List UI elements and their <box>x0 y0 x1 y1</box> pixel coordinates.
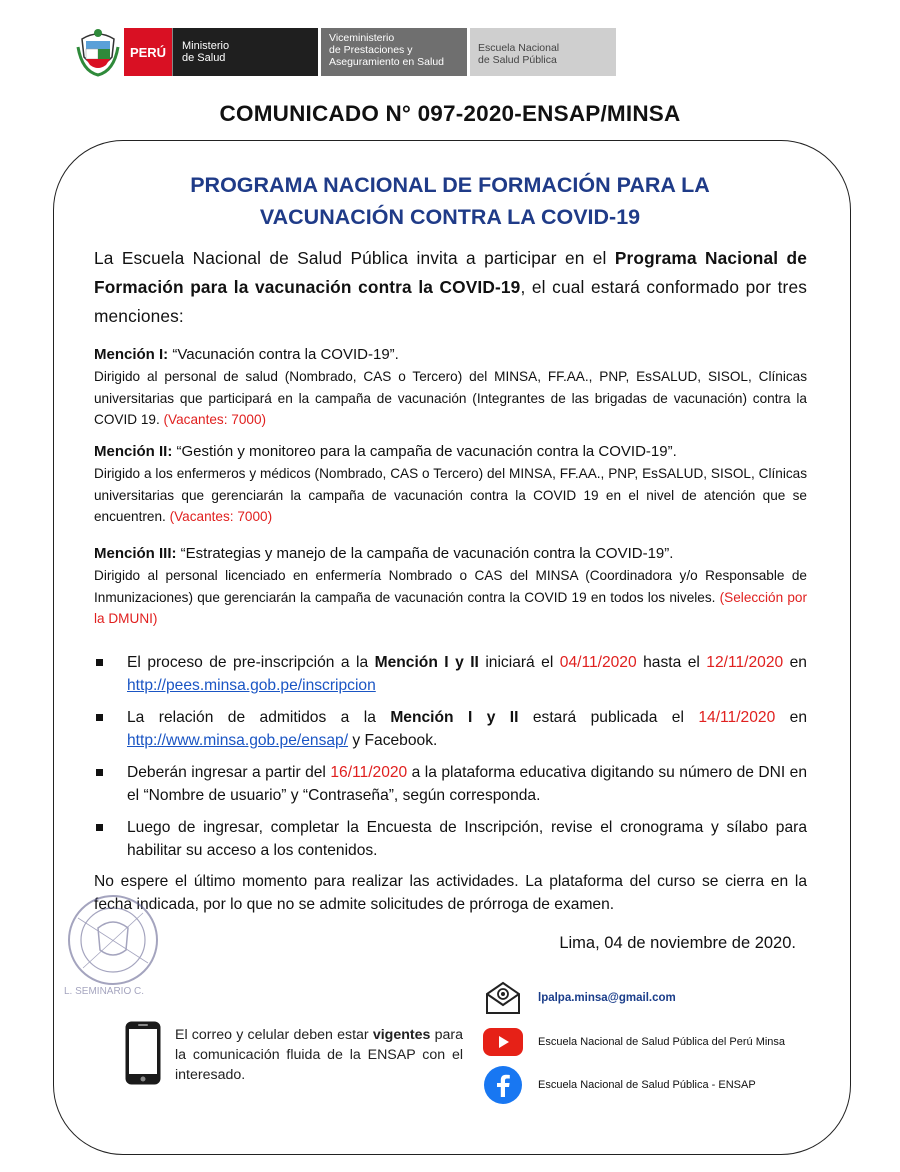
email-icon <box>482 979 524 1017</box>
mencion-3-desc: Dirigido al personal licenciado en enfermería Nombrado o CAS del MINSA (Coordinadora y/o Responsable de Inmunizaciones) que gerenciarán la campaña de vacunación contra la COVID 19 en todos los niveles. <box>94 568 807 605</box>
mencion-3-seleccion: (Selección por la DMUNI) <box>94 589 807 626</box>
mencion-3 <box>94 543 807 630</box>
bullet-item-2 <box>94 706 807 752</box>
inscripcion-link[interactable]: http://pees.minsa.gob.pe/inscripcion <box>127 677 376 694</box>
b1-mencion: Mención I y II <box>374 654 479 671</box>
b3-date: 16/11/2020 <box>330 764 408 781</box>
email-address[interactable]: lpalpa.minsa@gmail.com <box>538 992 676 1004</box>
b2-text-c: estará publicada el <box>518 709 699 726</box>
youtube-icon <box>482 1023 524 1061</box>
program-title-line-2: VACUNACIÓN CONTRA LA COVID-19 <box>259 205 641 229</box>
mencion-3-label: Mención III: <box>94 545 177 562</box>
b3-text-c: a la plataforma educativa digitando su número de DNI en el “Nombre de usuario” y “Contraseña”, según corresponda. <box>127 764 807 804</box>
bullet-item-1 <box>94 651 807 697</box>
vice-line-1: Viceministerio <box>329 32 395 44</box>
bullet-item-3 <box>94 761 807 807</box>
b2-mencion: Mención I y II <box>390 709 519 726</box>
ministerio-line-2: de Salud <box>182 52 226 64</box>
mencion-3-name: “Estrategias y manejo de la campaña de vacunación contra la COVID-19”. <box>176 545 674 562</box>
b2-text-e: en <box>775 709 808 726</box>
b1-text-c: iniciará el <box>478 654 560 671</box>
mencion-1-label: Mención I: <box>94 346 169 363</box>
phone-note-vigentes: vigentes <box>372 1027 431 1043</box>
contact-facebook <box>482 1066 756 1104</box>
peru-label: PERÚ <box>124 28 172 76</box>
bullet-square-icon <box>96 824 103 831</box>
comunicado-title: COMUNICADO N° 097-2020-ENSAP/MINSA <box>219 101 681 126</box>
program-title-line-1: PROGRAMA NACIONAL DE FORMACIÓN PARA LA <box>190 173 710 197</box>
program-title <box>100 169 800 233</box>
facebook-icon <box>482 1066 524 1104</box>
youtube-channel[interactable]: Escuela Nacional de Salud Pública del Perú Minsa <box>538 1036 786 1048</box>
facebook-page[interactable]: Escuela Nacional de Salud Pública - ENSAP <box>538 1079 756 1091</box>
phone-icon <box>124 1020 162 1086</box>
header <box>76 26 616 78</box>
official-stamp-icon <box>58 888 168 998</box>
b1-end-date: 12/11/2020 <box>706 654 784 671</box>
intro-paragraph <box>94 244 807 331</box>
phone-note-c: para la comunicación fluida de la ENSAP con el interesado. <box>175 1027 463 1083</box>
date-line: Lima, 04 de noviembre de 2020. <box>559 934 796 952</box>
mencion-1-desc: Dirigido al personal de salud (Nombrado, CAS o Tercero) del MINSA, FF.AA., PNP, EsSALUD, SISOL, Clínicas universitarias que participará en la campaña de vacunación (Integrantes de las brigadas de vacunación) contra la COVID 19. <box>94 369 807 427</box>
mencion-1-name: “Vacunación contra la COVID-19”. <box>168 346 399 363</box>
mencion-1-description <box>94 366 807 431</box>
b1-text-e: hasta el <box>636 654 707 671</box>
mencion-1-vacantes: (Vacantes: 7000) <box>163 412 267 427</box>
mencion-2-title <box>94 441 807 463</box>
intro-program-name: Programa Nacional de Formación para la vacunación contra la COVID-19 <box>94 248 807 297</box>
b1-start-date: 04/11/2020 <box>559 654 637 671</box>
b3-text-a: Deberán ingresar a partir del <box>127 764 331 781</box>
contact-email <box>482 979 676 1017</box>
mencion-1-title <box>94 344 807 366</box>
mencion-3-title <box>94 543 807 565</box>
vice-line-3: Aseguramiento en Salud <box>329 56 444 68</box>
intro-text-a: La Escuela Nacional de Salud Pública invita a participar en el <box>94 248 615 268</box>
ensap-label <box>470 28 616 76</box>
bullet-square-icon <box>96 714 103 721</box>
b2-text-a: La relación de admitidos a la <box>127 709 391 726</box>
peru-coat-of-arms-icon <box>76 27 120 77</box>
vice-line-2: de Prestaciones y <box>329 44 413 56</box>
mencion-2-description <box>94 463 807 528</box>
mencion-2-label: Mención II: <box>94 443 173 460</box>
bullet-item-4 <box>94 816 807 862</box>
bullet-square-icon <box>96 769 103 776</box>
viceministerio-label <box>321 28 467 76</box>
mencion-2-name: “Gestión y monitoreo para la campaña de vacunación contra la COVID-19”. <box>172 443 677 460</box>
b1-text-a: El proceso de pre-inscripción a la <box>127 654 375 671</box>
stamp-text: L. SEMINARIO C. <box>64 986 145 997</box>
b4-text: Luego de ingresar, completar la Encuesta de Inscripción, revise el cronograma y sílabo para habilitar su acceso a los contenidos. <box>127 819 807 859</box>
closing-paragraph: No espere el último momento para realizar las actividades. La plataforma del curso se cierra en la fecha indicada, por lo que no se admite solicitudes de prórroga de examen. <box>94 873 807 913</box>
mencion-2-desc: Dirigido a los enfermeros y médicos (Nombrado, CAS o Tercero) del MINSA, FF.AA., PNP, EsSALUD, SISOL, Clínicas universitarias que gerenciarán la campaña de vacunación contra la COVID 19 en el nivel de atención que se encuentren. <box>94 466 807 524</box>
ministerio-label <box>172 28 318 76</box>
ministerio-line-1: Ministerio <box>182 40 230 52</box>
b2-date: 14/11/2020 <box>698 709 776 726</box>
contact-youtube <box>482 1023 785 1061</box>
mencion-3-description <box>94 565 807 630</box>
phone-note-a: El correo y celular deben estar <box>175 1027 373 1043</box>
mencion-2-vacantes: (Vacantes: 7000) <box>169 509 273 524</box>
bullet-list <box>94 651 807 871</box>
phone-note <box>175 1025 463 1085</box>
ensap-link[interactable]: http://www.minsa.gob.pe/ensap/ <box>127 732 349 749</box>
b1-text-g: en <box>783 654 807 671</box>
mencion-2 <box>94 441 807 528</box>
bullet-square-icon <box>96 659 103 666</box>
intro-text-c: , el cual estará conformado por tres menciones: <box>94 277 808 326</box>
mencion-1 <box>94 344 807 431</box>
ensap-line-2: de Salud Pública <box>478 54 557 66</box>
ensap-line-1: Escuela Nacional <box>478 42 560 54</box>
b2-text-f: y Facebook. <box>348 732 438 749</box>
